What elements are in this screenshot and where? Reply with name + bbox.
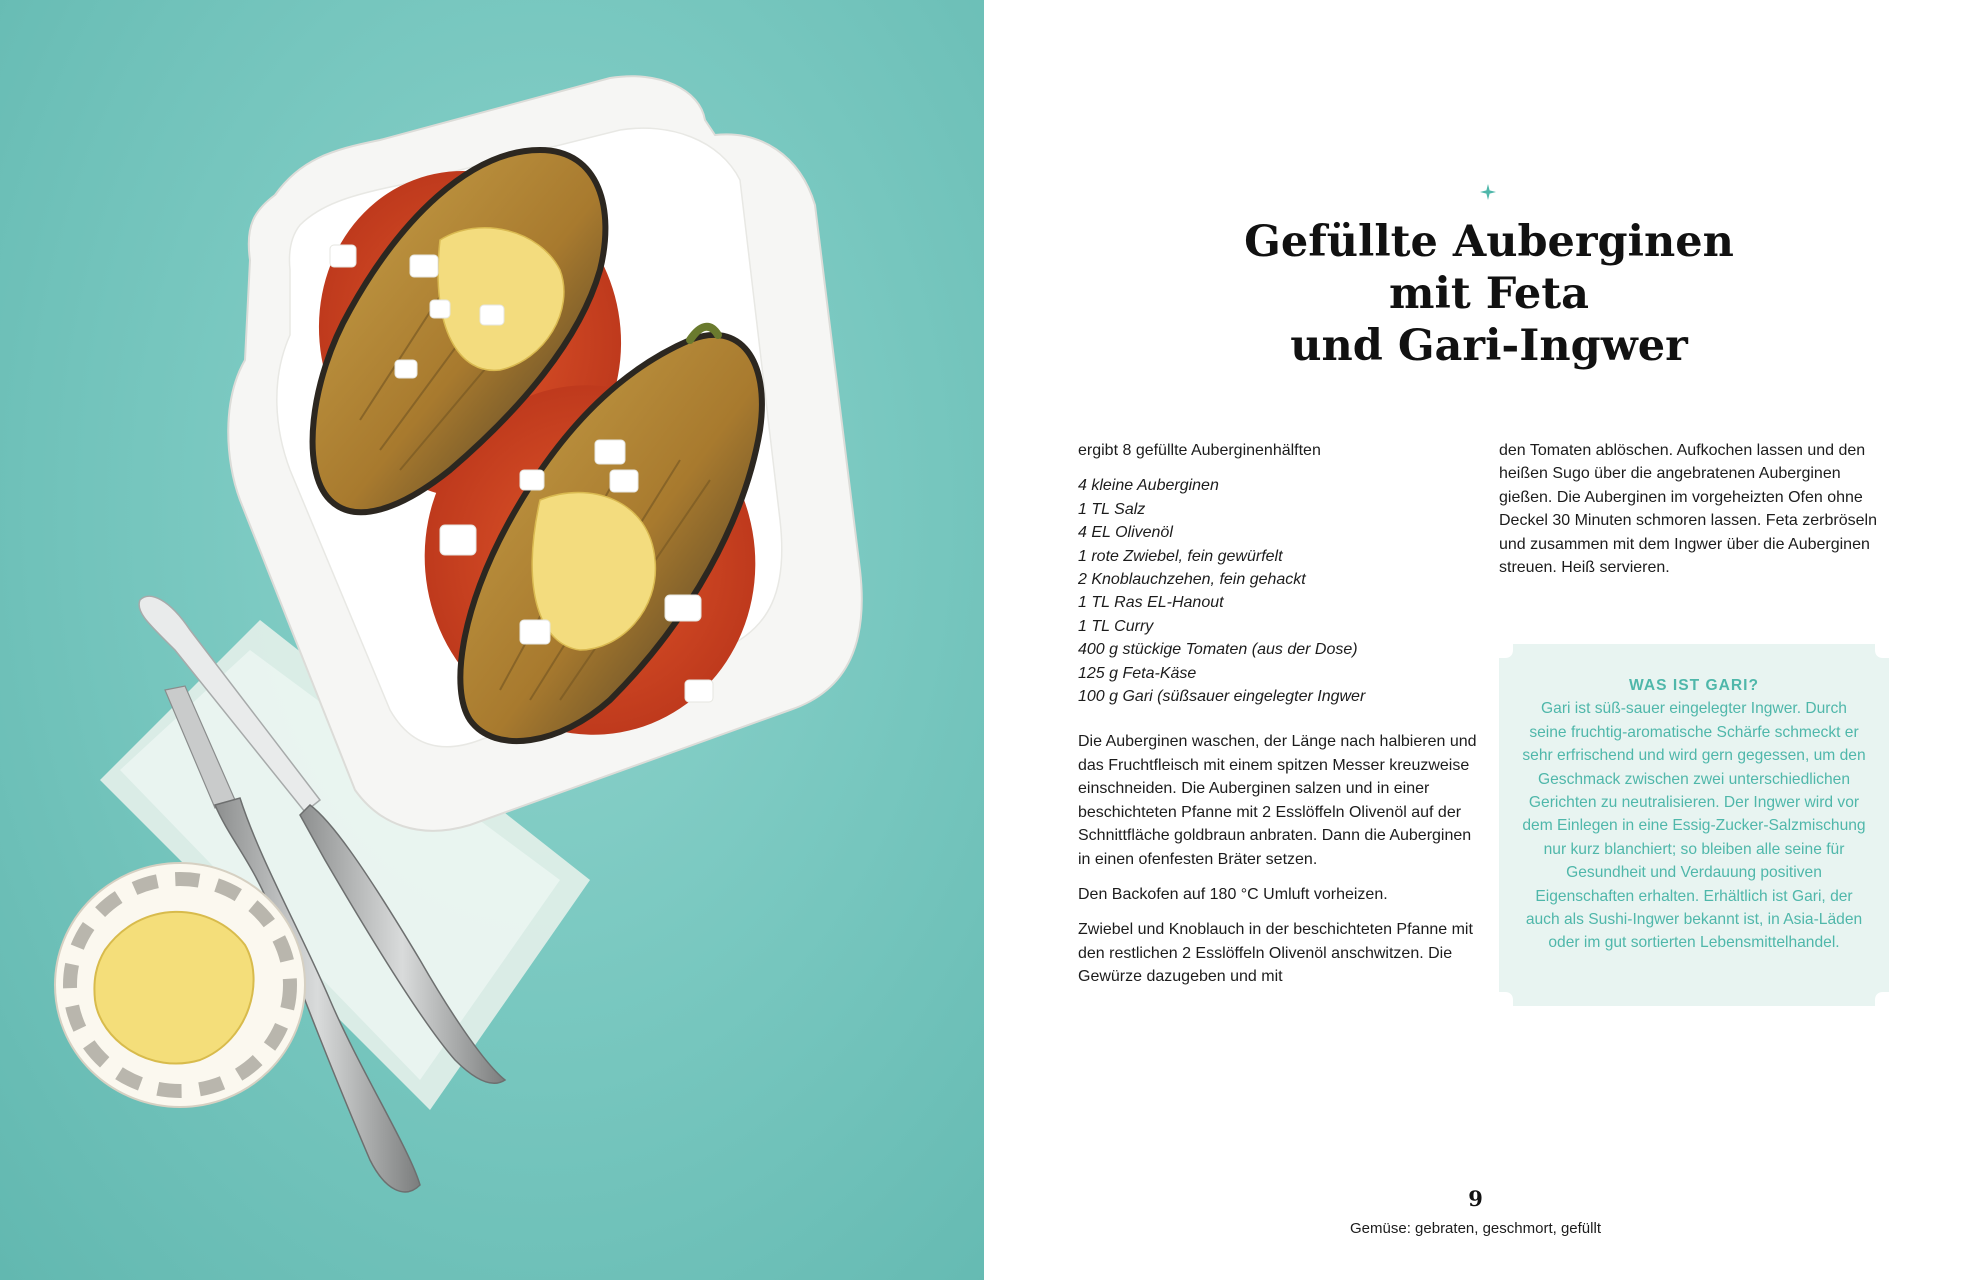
- recipe-title-line: und Gari-Ingwer: [1290, 321, 1688, 371]
- recipe-title-line: mit Feta: [1389, 269, 1589, 319]
- ingredient-item: 1 TL Curry: [1078, 617, 1154, 635]
- recipe-yield: ergibt 8 gefüllte Auberginenhälften: [1078, 442, 1321, 459]
- page-number: 9: [1468, 1186, 1483, 1211]
- ingredient-item: 1 TL Salz: [1078, 500, 1146, 518]
- ingredient-item: 100 g Gari (süßsauer eingelegter Ingwer: [1078, 688, 1366, 706]
- section-footer: Gemüse: gebraten, geschmort, gefüllt: [1350, 1220, 1601, 1237]
- recipe-column-right: [1499, 439, 1889, 579]
- recipe-page: [984, 0, 1967, 1280]
- info-box-text: Gari ist süß-sauer eingelegter Ingwer. Durch seine fruchtig-aromatische Schärfe schmeckt er sehr erfrischend und wird gern gegessen, um den Geschmack zwischen zwei unterschiedlichen Gerichten zu neutralisieren. Der Ingwer wird vor dem Einlegen in eine Essig-Zucker-Salzmischung nur kurz blanchiert; so bleiben alle seine für Gesundheit und Verdauung positiven Eigenschaften erhalten. Erhältlich ist Gari, der auch als Sushi-Ingwer bekannt ist, in Asia-Läden oder im gut sortierten Lebensmittelhandel.: [1522, 700, 1866, 952]
- recipe-title: [1144, 216, 1834, 372]
- instruction-step: Den Backofen auf 180 °C Umluft vorheizen.: [1078, 885, 1388, 903]
- ingredient-item: 125 g Feta-Käse: [1078, 664, 1197, 682]
- ingredient-list: [1078, 474, 1478, 708]
- ingredient-item: 1 TL Ras EL-Hanout: [1078, 594, 1224, 612]
- ingredient-item: 1 rote Zwiebel, fein gewürfelt: [1078, 547, 1283, 565]
- recipe-title-line: Gefüllte Auberginen: [1244, 217, 1734, 267]
- ingredient-item: 400 g stückige Tomaten (aus der Dose): [1078, 641, 1358, 659]
- instruction-step: Die Auberginen waschen, der Länge nach halbieren und das Fruchtfleisch mit einem spitzen Messer kreuzweise einschneiden. Die Auberginen salzen und in einer beschichteten Pfanne mit 2 Esslöffeln Olivenöl auf der Schnittfläche goldbraun anbraten. Dann die Auberginen in einen ofenfesten Bräter setzen.: [1078, 733, 1477, 868]
- recipe-column-left: [1078, 439, 1478, 1001]
- four-point-star-icon: [1480, 184, 1496, 200]
- instruction-step: Zwiebel und Knoblauch in der beschichteten Pfanne mit den restlichen 2 Esslöffeln Olivenöl anschwitzen. Die Gewürze dazugeben und mit: [1078, 921, 1473, 986]
- ginger-bowl: [55, 863, 305, 1107]
- info-box-gari: [1499, 644, 1889, 1006]
- info-box-title: WAS IST GARI?: [1629, 677, 1759, 694]
- ingredient-item: 4 EL Olivenöl: [1078, 524, 1173, 542]
- ingredient-item: 2 Knoblauchzehen, fein gehackt: [1078, 571, 1306, 589]
- instruction-step: den Tomaten ablöschen. Aufkochen lassen und den heißen Sugo über die angebratenen Auberginen gießen. Die Auberginen im vorgeheizten Ofen ohne Deckel 30 Minuten schmoren lassen. Feta zerbröseln und zusammen mit dem Ingwer über die Auberginen streuen. Heiß servieren.: [1499, 442, 1877, 577]
- ingredient-item: 4 kleine Auberginen: [1078, 477, 1219, 495]
